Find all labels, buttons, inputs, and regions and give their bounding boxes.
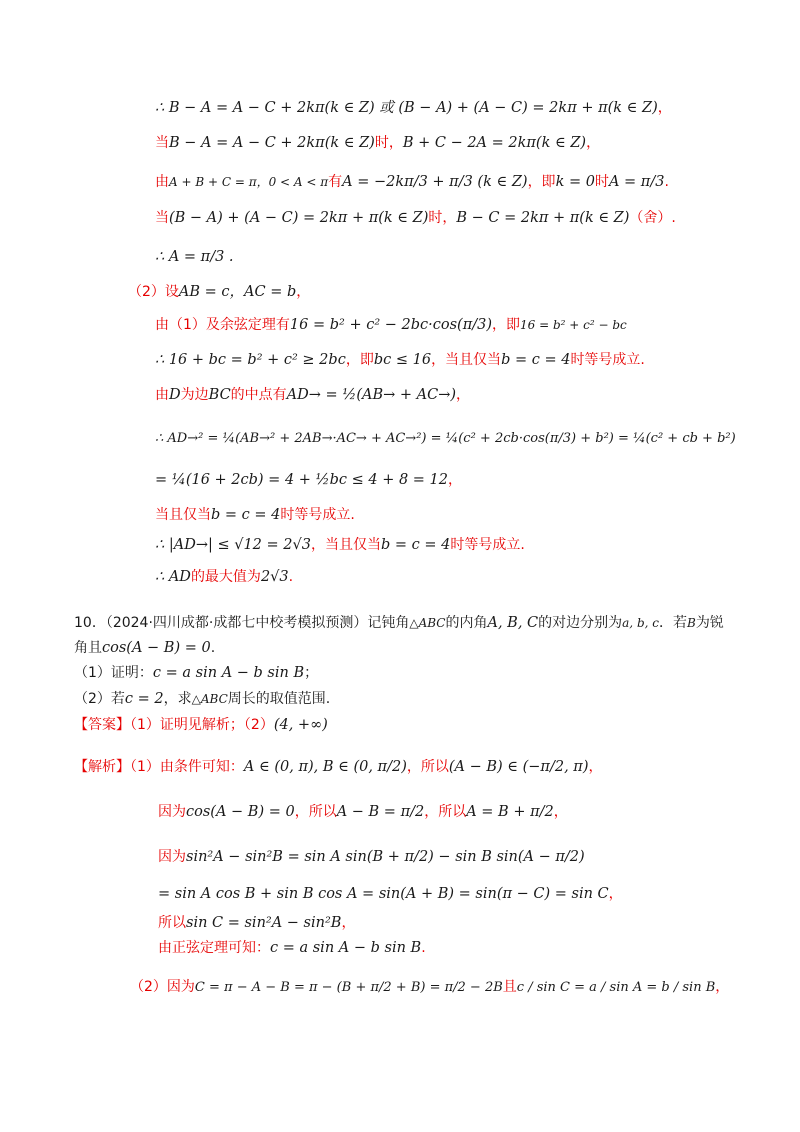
text: 由正弦定理可知：	[158, 940, 270, 956]
punct: ，	[448, 472, 462, 488]
math: B	[686, 616, 696, 630]
text: 当	[155, 210, 169, 226]
text: 的最大值为	[190, 569, 261, 585]
analysis-line-2	[158, 802, 568, 822]
punct: ，	[341, 915, 356, 931]
answer-tag: 【答案】	[74, 717, 130, 733]
punct: ，	[657, 100, 672, 116]
punct: .	[288, 569, 294, 585]
math: AD→ = ½(AB→ + AC→)	[286, 387, 457, 403]
text: 为边	[180, 387, 209, 403]
sol9-line-13	[155, 535, 525, 555]
text: 时，	[374, 135, 403, 151]
text: 为锐	[695, 615, 724, 631]
math: sin²A − sin²B = sin A sin(B + π/2) − sin B sin(A − π/2)	[186, 849, 585, 865]
text: ，所以	[294, 804, 337, 820]
problem-number: 10．	[74, 615, 106, 631]
math: B − C = 2kπ + π(k ∈ Z)	[456, 210, 630, 226]
math: A, B, C	[487, 615, 539, 631]
text: 的中点有	[230, 387, 287, 403]
math: B − A = A − C + 2kπ(k ∈ Z)	[169, 135, 375, 151]
math: △ABC	[409, 616, 446, 630]
text: 的内角	[445, 615, 488, 631]
punct: ，	[588, 759, 603, 775]
punct: ，	[296, 284, 311, 300]
text: ，求	[163, 691, 192, 707]
text: 因为	[158, 804, 186, 820]
text: 当	[155, 135, 169, 151]
math: c = 2	[124, 691, 164, 707]
text: （2）设	[128, 284, 179, 300]
punct: ；	[304, 665, 319, 681]
math: c = a sin A − b sin B	[152, 665, 305, 681]
math: b = c = 4	[211, 507, 281, 523]
punct: .	[664, 174, 669, 190]
sol9-line-14	[155, 567, 293, 587]
math: a, b, c	[622, 616, 659, 630]
text: ，当且仅当	[310, 537, 381, 553]
math: (A − B) ∈ (−π/2, π)	[448, 759, 589, 775]
text: 时等号成立.	[450, 537, 525, 553]
math: A = B + π/2	[466, 804, 554, 820]
math: ∴ 16 + bc = b² + c² ≥ 2bc	[155, 352, 346, 368]
math: b = c = 4	[380, 537, 451, 553]
text: ，即	[527, 174, 556, 190]
analysis-tag: 【解析】	[74, 759, 130, 775]
text: （1）证明见解析；（2）	[130, 717, 274, 733]
math: A + B + C = π，0 < A < π	[169, 175, 329, 189]
math: AB = c，AC = b	[178, 284, 297, 300]
math: b = c = 4	[501, 352, 571, 368]
text: ，所以	[406, 759, 449, 775]
math: A = −2kπ/3 + π/3 (k ∈ Z)	[342, 174, 528, 190]
analysis-line-5	[158, 913, 355, 933]
math: = sin A cos B + sin B cos A = sin(A + B) = sin(π − C) = sin C	[158, 886, 609, 902]
sol9-line-1	[155, 98, 672, 118]
math: k = 0	[555, 174, 595, 190]
math: 2√3	[260, 569, 289, 585]
math: ∴ AD	[155, 569, 191, 585]
punct: ，	[608, 886, 623, 902]
sol9-line-10	[155, 428, 736, 449]
punct: ，	[456, 387, 471, 403]
sol9-line-11	[155, 470, 462, 490]
math: A − B = π/2	[336, 804, 425, 820]
text: 时等号成立.	[280, 507, 355, 523]
math: c = a sin A − b sin B	[270, 940, 422, 956]
math: △ABC	[191, 692, 228, 706]
punct: ，	[715, 979, 730, 995]
math: ∴ B − A = A − C + 2kπ(k ∈ Z) 或 (B − A) + (A − C) = 2kπ + π(k ∈ Z)	[155, 100, 658, 116]
problem10-line-4	[74, 689, 330, 709]
sol9-line-2	[155, 133, 600, 153]
text: （1）由条件可知：	[130, 759, 244, 775]
sol9-line-8	[155, 350, 645, 370]
text: ．若	[658, 615, 687, 631]
text: ，即	[345, 352, 374, 368]
math: sin C = sin²A − sin²B	[186, 915, 342, 931]
math: cos(A − B) = 0	[102, 640, 211, 656]
math: 16 = b² + c² − 2bc·cos(π/3)	[289, 317, 492, 333]
text: 由	[155, 174, 169, 190]
text: 有	[328, 174, 343, 190]
math: A ∈ (0, π), B ∈ (0, π/2)	[243, 759, 407, 775]
math: bc ≤ 16	[373, 352, 432, 368]
answer-line	[74, 715, 328, 735]
math: ∴ AD→² = ¼(AB→² + 2AB→·AC→ + AC→²) = ¼(c² + 2cb·cos(π/3) + b²) = ¼(c² + cb + b²)	[155, 431, 736, 446]
math: cos(A − B) = 0	[186, 804, 295, 820]
text: 周长的取值范围.	[227, 691, 331, 707]
punct: ，	[586, 135, 601, 151]
math: (4, +∞)	[273, 717, 328, 733]
analysis-line-6	[158, 938, 426, 958]
sol9-line-3	[155, 172, 669, 192]
analysis-line-3	[158, 847, 585, 867]
text: 且	[502, 979, 517, 995]
sol9-line-5	[155, 247, 234, 267]
text: 由	[155, 387, 169, 403]
text: 角且	[74, 640, 102, 656]
sol9-line-7	[155, 315, 627, 335]
math: C = π − A − B = π − (B + π/2 + B) = π/2 − 2B	[194, 980, 503, 995]
punct: ，	[553, 804, 568, 820]
math: B + C − 2A = 2kπ(k ∈ Z)	[402, 135, 587, 151]
analysis-line-1	[74, 757, 602, 777]
math: c / sin C = a / sin A = b / sin B	[516, 980, 716, 995]
math: 16 = b² + c² − bc	[520, 318, 627, 332]
punct: .	[421, 940, 426, 956]
problem10-line-1	[74, 613, 724, 633]
sol9-line-9	[155, 385, 470, 405]
text: 因为	[158, 849, 186, 865]
text: ，所以	[424, 804, 467, 820]
math: D	[169, 387, 181, 403]
math: = ¼(16 + 2cb) = 4 + ½bc ≤ 4 + 8 = 12	[155, 472, 448, 488]
analysis-line-4	[158, 884, 623, 904]
text: （舍）.	[629, 210, 676, 226]
text: ，当且仅当	[431, 352, 502, 368]
text: （2）若	[74, 691, 125, 707]
text: （1）证明：	[74, 665, 153, 681]
math: (B − A) + (A − C) = 2kπ + π(k ∈ Z)	[169, 210, 429, 226]
punct: .	[210, 640, 216, 656]
text: 时	[594, 174, 609, 190]
text: 由（1）及余弦定理有	[155, 317, 290, 333]
math: BC	[208, 387, 231, 403]
problem10-line-3	[74, 663, 318, 683]
text: ，即	[492, 317, 520, 333]
text: （2）因为	[130, 979, 195, 995]
text: 所以	[158, 915, 186, 931]
sol9-line-6	[128, 282, 310, 302]
analysis-line-7	[130, 977, 729, 998]
math: A = π/3	[608, 174, 665, 190]
sol9-line-4	[155, 208, 676, 228]
text: （2024·四川成都·成都七中校考模拟预测）记钝角	[105, 615, 410, 631]
math: ∴ |AD→| ≤ √12 = 2√3	[155, 537, 311, 553]
text: 当且仅当	[155, 507, 211, 523]
text: 的对边分别为	[538, 615, 623, 631]
sol9-line-12	[155, 505, 355, 525]
math: ∴ A = π/3 .	[155, 249, 234, 265]
text: 时，	[428, 210, 457, 226]
text: 时等号成立.	[570, 352, 645, 368]
problem10-line-2	[74, 638, 215, 658]
